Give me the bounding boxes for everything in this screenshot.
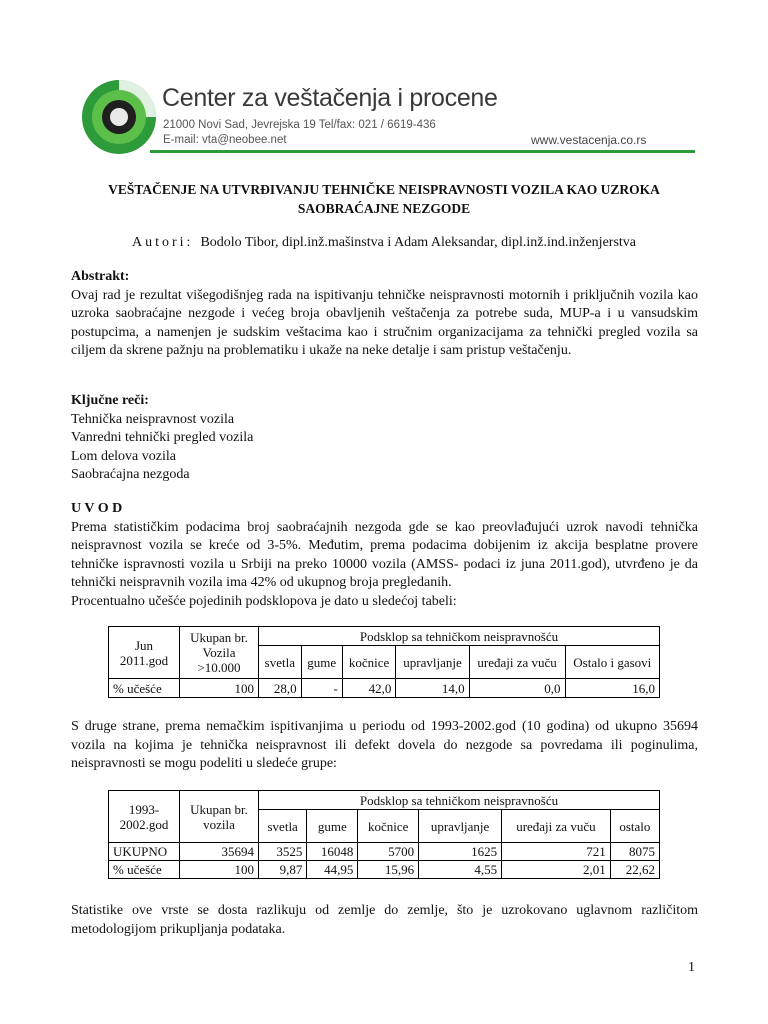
intro-heading: U V O D — [71, 501, 123, 516]
header-rule — [150, 150, 695, 153]
table2-col: gume — [307, 810, 358, 843]
abstract-heading: Abstrakt: — [71, 269, 130, 284]
table1-cell: 28,0 — [259, 679, 302, 698]
table2-col: ostalo — [610, 810, 659, 843]
abstract-text: Ovaj rad je rezultat višegodišnjeg rada na ispitivanju tehničke neispravnosti motornih i priključnih vozila kao uzroka saobraćajne nezgode i većeg broja obavljenih veštačenja za potrebe suda, MUP-a i u vansudskim postupcima, a namenjen je sudskim veštacima kao i stručnim organizacijama za tehnički pregled vozila sa ciljem da skrene pažnju na problematiku i ukaže na neke detalje i sam pristup veštačenju. — [71, 287, 698, 358]
para2-text: S druge strane, prema nemačkim ispitivanjima u periodu od 1993-2002.god (10 godina) od ukupno 35694 vozila na kojima je tehnička neispravnost ili defekt dovela do nezgode sa povredama ili poginulima, neispravnosti se mogu podeliti u sledeće grupe: — [71, 719, 698, 771]
table2-cell: 5700 — [358, 843, 419, 861]
table2-cell: 100 — [180, 861, 259, 879]
table-row — [109, 843, 660, 861]
table1-header-period: Jun 2011.god — [109, 627, 180, 679]
table1-cell: 42,0 — [342, 679, 396, 698]
table2-col: svetla — [259, 810, 307, 843]
page-number: 1 — [688, 960, 695, 975]
keyword-item: Tehnička neispravnost vozila — [71, 411, 235, 427]
table2-cell: 44,95 — [307, 861, 358, 879]
table1-cell: 16,0 — [565, 679, 659, 698]
intro-section — [71, 500, 698, 611]
table2-header-group: Podsklop sa tehničkom neispravnošću — [259, 791, 660, 810]
table1-header-group: Podsklop sa tehničkom neispravnošću — [259, 627, 660, 646]
authors-label: Autori: — [131, 235, 194, 250]
abstract-section — [71, 268, 698, 361]
table1-col: upravljanje — [396, 646, 469, 679]
company-logo-icon — [80, 78, 158, 156]
table1-cell: 100 — [180, 679, 259, 698]
table-row — [109, 861, 660, 879]
table1-col: svetla — [259, 646, 302, 679]
table2-cell: 22,62 — [610, 861, 659, 879]
table2-cell: 1625 — [419, 843, 502, 861]
table2-cell: 15,96 — [358, 861, 419, 879]
table2-row-label: % učešće — [109, 861, 180, 879]
table1-col: uređaji za vuču — [469, 646, 565, 679]
table1-col: kočnice — [342, 646, 396, 679]
table1-intro: Procentualno učešće pojedinih podsklopova je dato u sledećoj tabeli: — [71, 593, 457, 609]
table1-row-label: % učešće — [109, 679, 180, 698]
para2-section — [71, 718, 698, 774]
table2-cell: 721 — [502, 843, 611, 861]
org-email: E-mail: vta@neobee.net — [163, 134, 287, 146]
keywords-heading: Ključne reči: — [71, 393, 149, 408]
table-subassembly-2011 — [108, 626, 660, 698]
title-line-2: SAOBRAĆAJNE NEZGODE — [297, 201, 471, 216]
table2-cell: 4,55 — [419, 861, 502, 879]
table1-cell: 14,0 — [396, 679, 469, 698]
table2-cell: 9,87 — [259, 861, 307, 879]
table2-col: kočnice — [358, 810, 419, 843]
table2-cell: 16048 — [307, 843, 358, 861]
keyword-item: Saobraćajna nezgoda — [71, 467, 190, 482]
table-row — [109, 679, 660, 698]
para3-section — [71, 902, 698, 939]
table1-col: gume — [301, 646, 342, 679]
table1-cell: 0,0 — [469, 679, 565, 698]
table2-cell: 8075 — [610, 843, 659, 861]
table2-col: uređaji za vuču — [502, 810, 611, 843]
table2-cell: 2,01 — [502, 861, 611, 879]
document-title — [70, 180, 698, 218]
table2-header-total: Ukupan br. vozila — [180, 791, 259, 843]
keywords-section — [71, 392, 698, 485]
authors-line — [70, 235, 698, 251]
table2-cell: 3525 — [259, 843, 307, 861]
org-website: www.vestacenja.co.rs — [531, 133, 647, 147]
table1-header-total: Ukupan br. Vozila >10.000 — [180, 627, 259, 679]
org-name: Center za veštačenja i procene — [162, 84, 498, 112]
table1-col: Ostalo i gasovi — [565, 646, 659, 679]
title-line-1: VEŠTAČENJE NA UTVRĐIVANJU TEHNIČKE NEISPRAVNOSTI VOZILA KAO UZROKA — [108, 182, 660, 197]
authors-names: Bodolo Tibor, dipl.inž.mašinstva i Adam Aleksandar, dipl.inž.ind.inženjerstva — [200, 235, 636, 250]
table-subassembly-1993-2002 — [108, 790, 660, 879]
table2-header-period: 1993-2002.god — [109, 791, 180, 843]
intro-paragraph: Prema statističkim podacima broj saobraćajnih nezgoda gde se kao preovlađujući uzrok navodi tehnička neispravnost vozila se kreće od 3-5%. Međutim, prema podacima dobijenim iz akcija besplatne provere tehničke ispravnosti vozila u Srbiji na preko 10000 vozila (AMSS- podaci iz juna 2011.god), utvrđeno je da tehnički neispravnih vozila ima 42% od ukupnog broja pregledanih. — [71, 519, 698, 590]
table2-cell: 35694 — [180, 843, 259, 861]
table2-row-label: UKUPNO — [109, 843, 180, 861]
keyword-item: Lom delova vozila — [71, 448, 176, 464]
table1-cell: - — [301, 679, 342, 698]
para3-text: Statistike ove vrste se dosta razlikuju od zemlje do zemlje, što je uzrokovano uglavnom različitom metodologijom prikupljanja podataka. — [71, 903, 698, 937]
org-address: 21000 Novi Sad, Jevrejska 19 Tel/fax: 021 / 6619-436 — [163, 119, 436, 131]
keyword-item: Vanredni tehnički pregled vozila — [71, 430, 254, 445]
table2-col: upravljanje — [419, 810, 502, 843]
